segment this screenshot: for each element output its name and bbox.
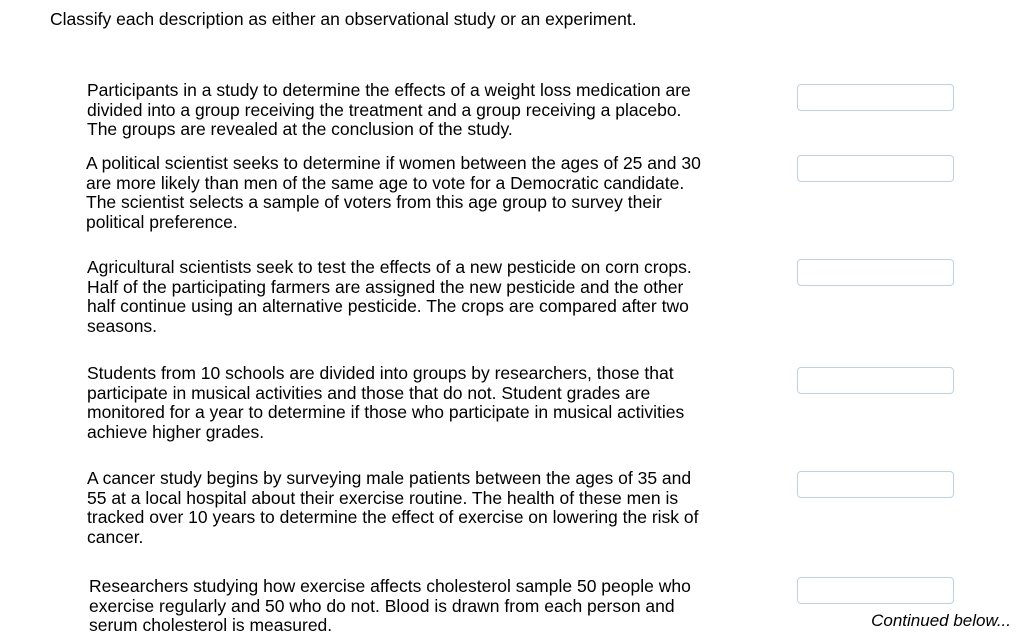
answer-box-4[interactable] — [797, 367, 954, 394]
description-6: Researchers studying how exercise affects cholesterol sample 50 people who exercise regularly and 50 who do not. Blood is drawn from each person and serum cholesterol is measured. — [89, 576, 691, 636]
answer-box-1[interactable] — [797, 84, 954, 111]
description-3: Agricultural scientists seek to test the effects of a new pesticide on corn crops. Half of the participating farmers are assigned the new pesticide and the other half continue using an alternative pesticide. The crops are compared after two seasons. — [87, 257, 692, 336]
answer-box-5[interactable] — [797, 471, 954, 498]
description-5: A cancer study begins by surveying male patients between the ages of 35 and 55 at a local hospital about their exercise routine. The health of these men is tracked over 10 years to determine the effect of exercise on lowering the risk of cancer. — [87, 468, 699, 547]
instruction-text: Classify each description as either an observational study or an experiment. — [50, 9, 637, 29]
description-1: Participants in a study to determine the effects of a weight loss medication are divided into a group receiving the treatment and a group receiving a placebo. The groups are revealed at the conclusion of the study. — [87, 80, 691, 140]
answer-box-3[interactable] — [797, 259, 954, 286]
description-4: Students from 10 schools are divided into groups by researchers, those that participate in musical activities and those that do not. Student grades are monitored for a year to determine if those who participate in musical activities achieve higher grades. — [87, 363, 685, 442]
continued-below-label: Continued below... — [871, 611, 1011, 630]
answer-box-2[interactable] — [797, 155, 954, 182]
answer-box-6[interactable] — [797, 577, 954, 604]
description-2: A political scientist seeks to determine if women between the ages of 25 and 30 are more likely than men of the same age to vote for a Democratic candidate. The scientist selects a sample of voters from this age group to survey their political preference. — [86, 153, 701, 232]
